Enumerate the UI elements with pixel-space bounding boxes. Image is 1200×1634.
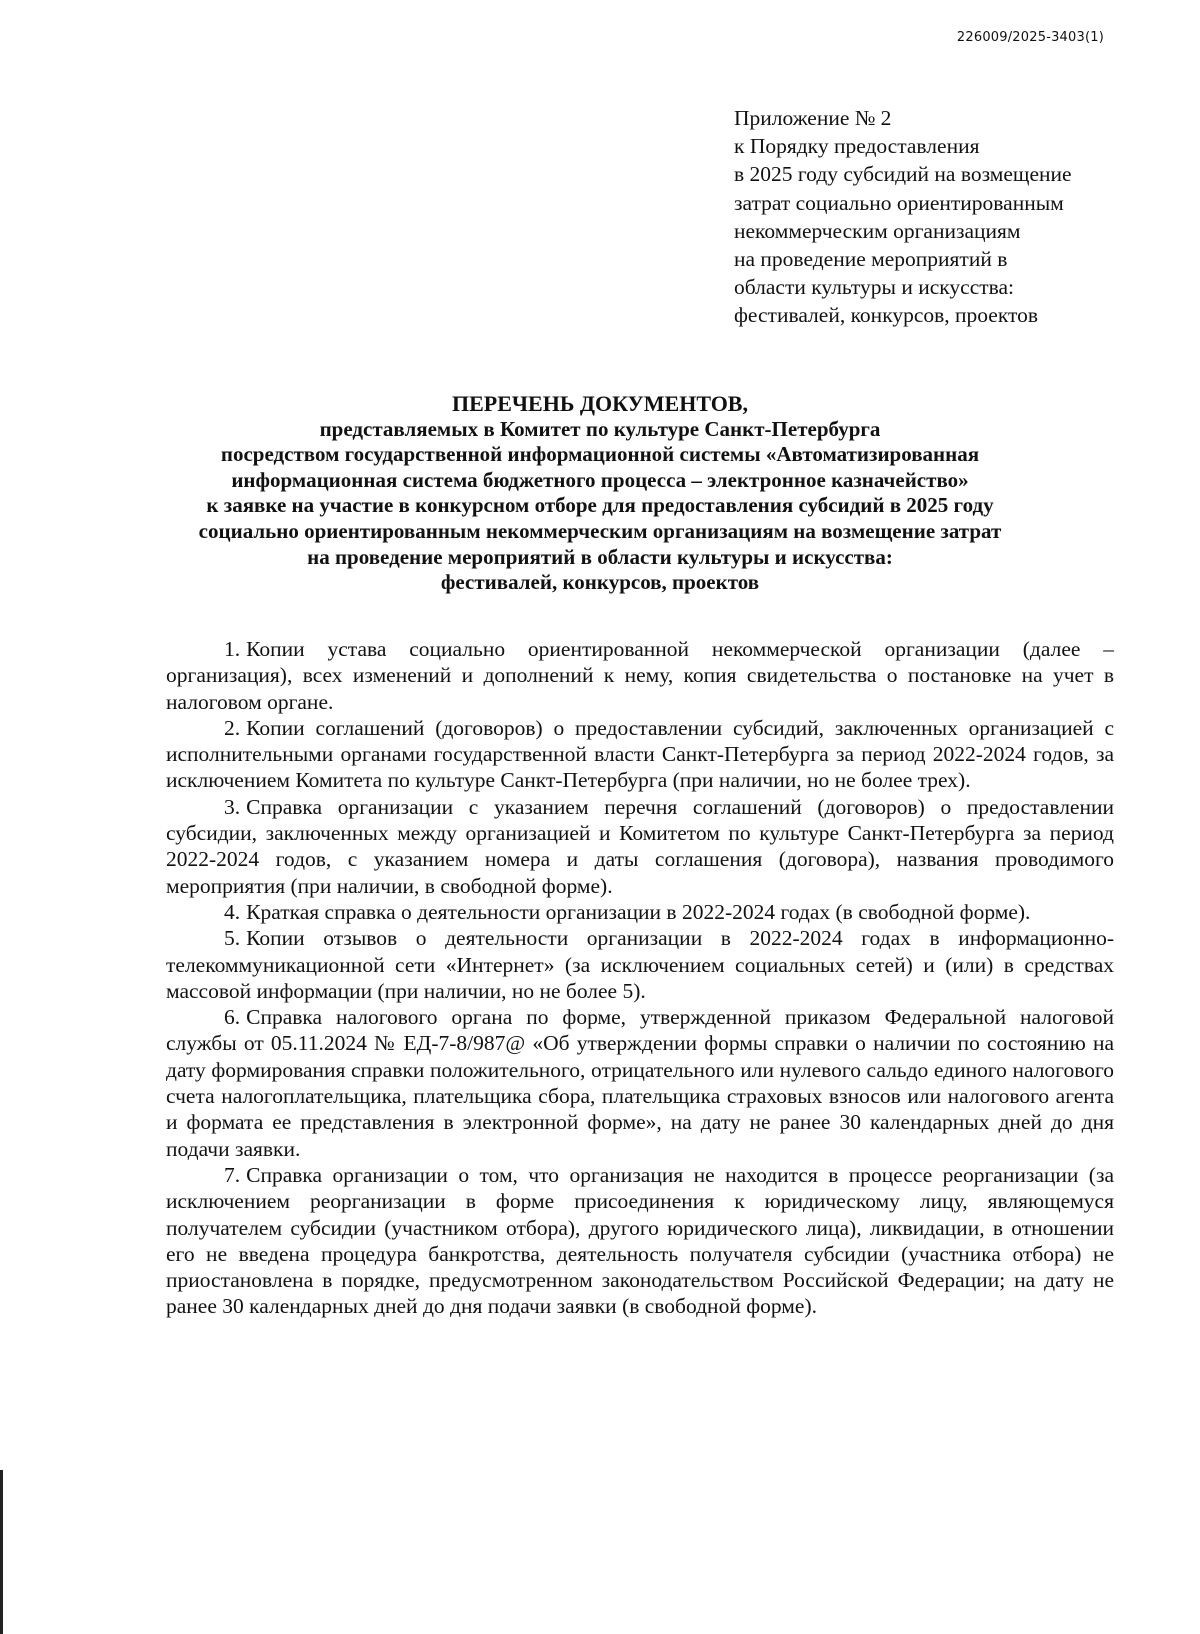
- list-item: [166, 794, 1114, 899]
- heading-line: на проведение мероприятий в области культуры и искусства:: [307, 544, 893, 569]
- item-number: 5.: [224, 926, 241, 951]
- item-text: Копии устава социально ориентированной некоммерческой организации (далее – организация), всех изменений и дополнений к нему, копия свидетельства о постановке на учет в налоговом органе.: [166, 637, 1114, 714]
- appendix-block: [734, 104, 1154, 330]
- item-text: Краткая справка о деятельности организации в 2022-2024 годах (в свободной форме).: [246, 899, 1031, 924]
- item-number: 1.: [224, 637, 241, 661]
- heading-line: информационная система бюджетного процесса – электронное казначейство»: [231, 467, 969, 492]
- heading-line: к заявке на участие в конкурсном отборе для предоставления субсидий в 2025 году: [206, 493, 994, 518]
- item-text: Справка организации с указанием перечня соглашений (договоров) о предоставлении субсидии, заключенных между организацией и Комитетом по культуре Санкт-Петербурга за период 2022-2024 годов, с указанием номера и даты соглашения (договора), названия проводимого мероприятия (при наличии, в свободной форме).: [166, 794, 1114, 898]
- item-number: 6.: [224, 1005, 241, 1030]
- item-number: 7.: [224, 1162, 241, 1187]
- heading-line: посредством государственной информационной системы «Автоматизированная: [220, 442, 980, 467]
- list-item: [166, 925, 1114, 1004]
- document-title: ПЕРЕЧЕНЬ ДОКУМЕНТОВ,: [451, 391, 748, 416]
- list-item: [166, 636, 1114, 715]
- registration-number: 226009/2025-3403(1): [956, 30, 1104, 45]
- item-text: Копии отзывов о деятельности организации в 2022-2024 годах в информационно-телекоммуникационной сети «Интернет» (за исключением социальных сетей) и (или) в средствах массовой информации (при наличии, но не более 5).: [166, 926, 1114, 1003]
- appendix-line: на проведение мероприятий в: [734, 247, 1008, 272]
- appendix-line: некоммерческим организациям: [734, 218, 1021, 243]
- item-text: Справка налогового органа по форме, утвержденной приказом Федеральной налоговой службы от 05.11.2024 № ЕД-7-8/987@ «Об утверждении формы справки о наличии по состоянию на дату формирования справки положительного, отрицательного или нулевого сальдо единого налогового счета налогоплательщика, плательщика сбора, плательщика страховых взносов или налогового агента и формата ее представления в электронной форме», на дату не ранее 30 календарных дней до дня подачи заявки.: [166, 1005, 1114, 1161]
- appendix-line: к Порядку предоставления: [734, 134, 980, 159]
- list-item: [166, 1162, 1114, 1320]
- scan-edge-mark: [0, 1470, 3, 1634]
- document-list: [166, 636, 1114, 1320]
- list-item: [166, 715, 1114, 794]
- appendix-line: фестивалей, конкурсов, проектов: [734, 303, 1039, 328]
- appendix-line: области культуры и искусства:: [734, 275, 1015, 300]
- document-heading: [100, 391, 1100, 596]
- appendix-line: Приложение № 2: [734, 106, 892, 130]
- item-text: Копии соглашений (договоров) о предоставлении субсидий, заключенных организацией с исполнительными органами государственной власти Санкт-Петербурга за период 2022-2024 годов, за исключением Комитета по культуре Санкт-Петербурга (при наличии, но не более трех).: [166, 715, 1114, 793]
- appendix-line: затрат социально ориентированным: [734, 190, 1064, 215]
- heading-line: социально ориентированным некоммерческим организациям на возмещение затрат: [198, 518, 1002, 543]
- item-number: 4.: [224, 899, 241, 924]
- item-number: 2.: [224, 715, 241, 740]
- list-item: [166, 899, 1114, 925]
- appendix-line: в 2025 году субсидий на возмещение: [734, 162, 1072, 187]
- heading-line: фестивалей, конкурсов, проектов: [440, 570, 760, 595]
- list-item: [166, 1004, 1114, 1162]
- heading-line: представляемых в Комитет по культуре Санкт-Петербурга: [319, 416, 881, 441]
- item-number: 3.: [224, 794, 241, 819]
- item-text: Справка организации о том, что организация не находится в процессе реорганизации (за исключением реорганизации в форме присоединения к юридическому лицу, являющемуся получателем субсидии (участником отбора), другого юридического лица), ликвидации, в отношении его не введена процедура банкротства, деятельность получателя субсидии (участника отбора) не приостановлена в порядке, предусмотренном законодательством Российской Федерации; на дату не ранее 30 календарных дней до дня подачи заявки (в свободной форме).: [166, 1162, 1114, 1319]
